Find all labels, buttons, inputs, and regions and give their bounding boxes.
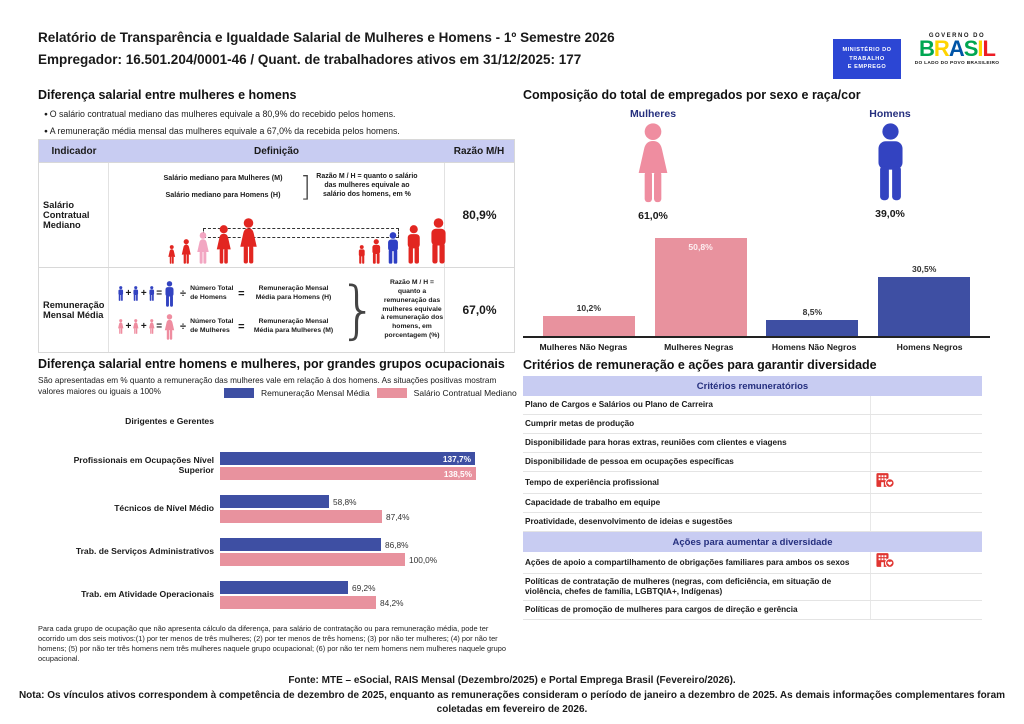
women-percentage: 61,0% xyxy=(638,210,668,222)
chart-legend xyxy=(224,388,517,398)
occupation-bars xyxy=(220,495,410,523)
occupation-group-row xyxy=(38,581,515,609)
median-men-line: Salário mediano para Homens (H) xyxy=(165,189,281,199)
bar-category-label: Homens Não Negros xyxy=(771,342,857,352)
criteria-row xyxy=(523,472,982,494)
criteria-label: Políticas de contratação de mulheres (negras, com deficiência, em situação de violência, chefes de família, LGBTQIA+, Indígenas) xyxy=(525,577,832,596)
occupation-group-row xyxy=(38,416,515,428)
women-figures xyxy=(117,314,176,340)
legend-swatch-blue xyxy=(224,388,254,398)
gov-logo-tagline: DO LADO DO POVO BRASILEIRO xyxy=(914,60,1000,66)
composition-bar-column xyxy=(878,232,970,336)
man-icon xyxy=(385,232,401,264)
section-title-criteria: Critérios de remuneração e ações para garantir diversidade xyxy=(523,358,877,372)
men-figures xyxy=(117,281,176,307)
governo-brasil-logo xyxy=(906,33,1008,66)
criteria-marker-cell xyxy=(870,494,982,512)
company-marker-icon xyxy=(876,472,895,493)
table-header-row xyxy=(39,140,514,162)
woman-icon xyxy=(132,319,140,334)
definition-cell xyxy=(109,163,444,267)
criteria-row xyxy=(523,434,982,453)
occupational-chart xyxy=(38,416,515,624)
woman-icon xyxy=(633,123,673,203)
woman-icon xyxy=(167,245,177,264)
criteria-label: Ações de apoio a compartilhamento de obrigações familiares para ambos os sexos xyxy=(525,557,850,567)
bar-line xyxy=(220,553,437,566)
plus-sign: + xyxy=(140,321,147,332)
column-header: Indicador xyxy=(51,145,97,157)
bar xyxy=(543,316,635,336)
bar-value-label: 8,5% xyxy=(802,307,823,317)
composition-categories xyxy=(523,342,990,352)
man-icon xyxy=(871,123,910,201)
bar-line xyxy=(220,596,404,609)
report-footer xyxy=(0,674,1024,718)
composition-bar-column xyxy=(766,232,858,336)
divide-sign: ÷ xyxy=(180,320,187,333)
man-icon xyxy=(427,218,450,264)
man-icon xyxy=(163,281,176,307)
woman-icon xyxy=(163,314,176,340)
criteria-label: Plano de Cargos e Salários ou Plano de Carreira xyxy=(525,400,713,410)
occupation-label: Profissionais em Ocupações Nível Superior xyxy=(73,455,214,475)
criteria-row xyxy=(523,601,982,620)
median-women-line: Salário mediano para Mulheres (M) xyxy=(163,173,283,182)
men-label: Homens xyxy=(869,108,911,120)
bar xyxy=(220,553,405,566)
ratio-definition-note: Razão M / H = quanto a remuneração das mulheres equivale à remuneração dos homens, em porcentagem (%) xyxy=(380,279,444,340)
criteria-marker-cell xyxy=(870,552,982,573)
legend-label: Remuneração Mensal Média xyxy=(261,388,370,398)
bar-value-label: 10,2% xyxy=(576,303,601,313)
women-share-figure xyxy=(598,108,708,222)
bar-line xyxy=(220,452,476,465)
occupational-note: São apresentadas em % quanto a remuneração das mulheres vale em relação à dos homens. As situações positivas mostram valores maiores ou iguais a 100% xyxy=(38,376,497,397)
bar-value-label: 84,2% xyxy=(380,597,404,608)
bar xyxy=(766,320,858,336)
woman-icon xyxy=(148,319,156,334)
occupation-label: Dirigentes e Gerentes xyxy=(125,416,214,427)
occupation-bars xyxy=(220,581,404,609)
occupational-footnote: Para cada grupo de ocupação que não apresenta cálculo da diferença, para salário de contratação ou para remuneração média, pode ter ocorrido um dos seis motivos:(1) por ter menos de três mulheres; (2) por ter menos de três homens; (3) por não ter mulheres; (4) por não ter homens; (5) por não ter três homens nem três mulheres naquele grupo ocupacional; (6) por não ter nem homens nem mulheres naquele grupo ocupacional. xyxy=(38,624,506,663)
bar-value-label: 86,8% xyxy=(385,539,409,550)
men-share-figure xyxy=(840,108,940,220)
mte-logo-line: E EMPREGO xyxy=(847,64,887,71)
criteria-row xyxy=(523,453,982,472)
occupation-label: Trab. em Atividade Operacionais xyxy=(81,589,214,600)
bar-line xyxy=(220,538,437,551)
criteria-row xyxy=(523,574,982,601)
table-row xyxy=(39,162,514,267)
gov-brand-letter: A xyxy=(948,36,964,61)
women-average-formula xyxy=(117,314,339,340)
men-average-formula xyxy=(117,281,339,307)
bar-value-label: 69,2% xyxy=(352,582,376,593)
criteria-row xyxy=(523,494,982,513)
criteria-marker-cell xyxy=(870,396,982,414)
bar-value-label: 138,5% xyxy=(443,468,472,479)
bar-value-label: 100,0% xyxy=(409,554,438,565)
ratio-value: 67,0% xyxy=(444,268,514,352)
woman-icon xyxy=(180,239,193,264)
occupation-bars xyxy=(220,452,476,480)
bar-category-label: Mulheres Negras xyxy=(664,342,734,352)
bullet-item: ● O salário contratual mediano das mulheres equivale a 80,9% do recebido pelos homens. xyxy=(44,106,400,123)
section-title-occupational: Diferença salarial entre homens e mulheres, por grandes grupos ocupacionais xyxy=(38,357,505,371)
criteria-marker-cell xyxy=(870,415,982,433)
indicator-label: Salário Contratual Mediano xyxy=(39,163,109,267)
bar-value-label: 87,4% xyxy=(386,511,410,522)
gov-brand-letter: B xyxy=(919,36,934,61)
bar-line xyxy=(220,495,410,508)
equals-sign: = xyxy=(238,320,245,333)
criteria-row xyxy=(523,552,982,574)
men-percentage: 39,0% xyxy=(875,208,905,220)
women-label: Mulheres xyxy=(629,108,677,120)
occupation-label: Trab. de Serviços Administrativos xyxy=(75,546,214,557)
occupation-label: Técnicos de Nível Médio xyxy=(114,503,214,514)
equals-sign: = xyxy=(156,321,163,332)
composition-bars xyxy=(523,232,990,338)
man-icon xyxy=(357,245,367,264)
mte-logo-line: TRABALHO xyxy=(849,55,885,62)
criteria-table xyxy=(523,376,982,620)
man-icon xyxy=(117,286,125,301)
indicator-label: Remuneração Mensal Média xyxy=(39,268,109,352)
criteria-row xyxy=(523,396,982,415)
criteria-label: Capacidade de trabalho em equipe xyxy=(525,498,661,508)
bar xyxy=(220,596,376,609)
bar xyxy=(878,277,970,336)
criteria-section-header: Critérios remuneratórios xyxy=(523,376,982,396)
median-pictogram xyxy=(109,212,444,264)
gov-logo-top-text: GOVERNO DO xyxy=(928,33,986,39)
bar xyxy=(220,495,329,508)
bar-value-label: 30,5% xyxy=(912,264,937,274)
bar xyxy=(220,538,381,551)
report-subtitle: Empregador: 16.501.204/0001-46 / Quant. de trabalhadores ativos em 31/12/2025: 177 xyxy=(38,52,582,67)
bullet-item: ● A remuneração média mensal das mulheres equivale a 67,0% da recebida pelos homens. xyxy=(44,123,400,140)
note-line: Nota: Os vínculos ativos correspondem à competência de dezembro de 2025, enquanto as remunerações consideram o período de janeiro a dezembro de 2025. As demais informações complementares foram coletadas em fevereiro de 2026. xyxy=(18,689,1006,715)
mte-logo xyxy=(833,39,901,79)
median-men-group xyxy=(357,218,450,264)
bar-value-label: 50,8% xyxy=(688,242,713,252)
bar-line xyxy=(220,510,410,523)
criteria-label: Proatividade, desenvolvimento de ideias e sugestões xyxy=(525,517,733,527)
section-title-salary-gap: Diferença salarial entre mulheres e homens xyxy=(38,88,297,102)
occupation-group-row xyxy=(38,538,515,566)
criteria-marker-cell xyxy=(870,472,982,493)
man-icon xyxy=(148,286,156,301)
criteria-label: Políticas de promoção de mulheres para cargos de direção e gerência xyxy=(525,604,798,614)
bar-value-label: 137,7% xyxy=(442,453,471,464)
criteria-row xyxy=(523,415,982,434)
section-title-composition: Composição do total de empregados por sexo e raça/cor xyxy=(523,88,861,102)
occupation-group-row xyxy=(38,495,515,523)
legend-swatch-pink xyxy=(377,388,407,398)
criteria-label: Disponibilidade para horas extras, reuniões com clientes e viagens xyxy=(525,438,787,448)
criteria-label: Tempo de experiência profissional xyxy=(525,477,660,487)
ratio-value: 80,9% xyxy=(444,163,514,267)
woman-icon xyxy=(237,218,260,264)
bar-value-label: 58,8% xyxy=(333,496,357,507)
divide-sign: ÷ xyxy=(180,287,187,300)
bar xyxy=(655,238,747,336)
woman-icon xyxy=(214,225,234,264)
mte-logo-line: MINISTÉRIO DO xyxy=(842,47,892,54)
table-row xyxy=(39,267,514,352)
definition-cell xyxy=(109,268,444,352)
women-result-label: Remuneração Mensal Média para Mulheres (M) xyxy=(253,318,334,334)
occupation-group-row xyxy=(38,452,515,480)
criteria-marker-cell xyxy=(870,574,982,600)
man-icon xyxy=(370,239,383,264)
equals-sign: = xyxy=(238,287,245,300)
women-divisor-label: Número Total de Mulheres xyxy=(190,318,234,334)
bar-line xyxy=(220,581,404,594)
salary-gap-bullets xyxy=(44,106,400,140)
salary-gap-table xyxy=(38,139,515,353)
criteria-section-header: Ações para aumentar a diversidade xyxy=(523,532,982,552)
column-header: Definição xyxy=(253,145,299,157)
ratio-definition-note: Razão M / H = quanto o salário das mulheres equivale ao salário dos homens, em % xyxy=(316,173,418,199)
criteria-label: Cumprir metas de produção xyxy=(525,419,635,429)
criteria-label: Disponibilidade de pessoa em ocupações específicas xyxy=(525,457,734,467)
composition-bar-column xyxy=(543,232,635,336)
brace-glyph: } xyxy=(338,273,378,347)
composition-bar-column xyxy=(655,232,747,336)
criteria-marker-cell xyxy=(870,453,982,471)
occupation-bars xyxy=(220,538,437,566)
bar xyxy=(220,452,475,465)
bracket-glyph: ] xyxy=(300,170,311,203)
man-icon xyxy=(132,286,140,301)
bar xyxy=(220,467,476,480)
bar xyxy=(220,510,382,523)
source-line: Fonte: MTE – eSocial, RAIS Mensal (Dezembro/2025) e Portal Emprega Brasil (Fevereiro/2026). xyxy=(288,675,736,686)
criteria-row xyxy=(523,513,982,532)
criteria-marker-cell xyxy=(870,601,982,619)
median-women-group xyxy=(167,218,260,264)
men-result-label: Remuneração Mensal Média para Homens (H) xyxy=(255,285,332,301)
men-divisor-label: Número Total de Homens xyxy=(190,285,234,301)
man-icon xyxy=(404,225,424,264)
gov-brand-letter: L xyxy=(982,36,995,61)
criteria-marker-cell xyxy=(870,434,982,452)
bar xyxy=(220,581,348,594)
gov-brand-letter: R xyxy=(933,36,949,61)
gov-brand-letter: S xyxy=(963,36,978,61)
criteria-marker-cell xyxy=(870,513,982,531)
legend-label: Salário Contratual Mediano xyxy=(413,388,517,398)
equals-sign: = xyxy=(156,288,163,299)
gov-brand-letter: I xyxy=(977,36,983,61)
woman-icon xyxy=(117,319,125,334)
company-marker-icon xyxy=(876,552,895,573)
plus-sign: + xyxy=(140,288,147,299)
report-title: Relatório de Transparência e Igualdade Salarial de Mulheres e Homens - 1º Semestre 2026 xyxy=(38,30,615,45)
plus-sign: + xyxy=(125,321,132,332)
woman-icon xyxy=(195,232,211,264)
column-header: Razão M/H xyxy=(453,145,505,157)
bar-line xyxy=(220,467,476,480)
plus-sign: + xyxy=(125,288,132,299)
bar-category-label: Homens Negros xyxy=(896,342,963,352)
bar-category-label: Mulheres Não Negras xyxy=(539,342,628,352)
